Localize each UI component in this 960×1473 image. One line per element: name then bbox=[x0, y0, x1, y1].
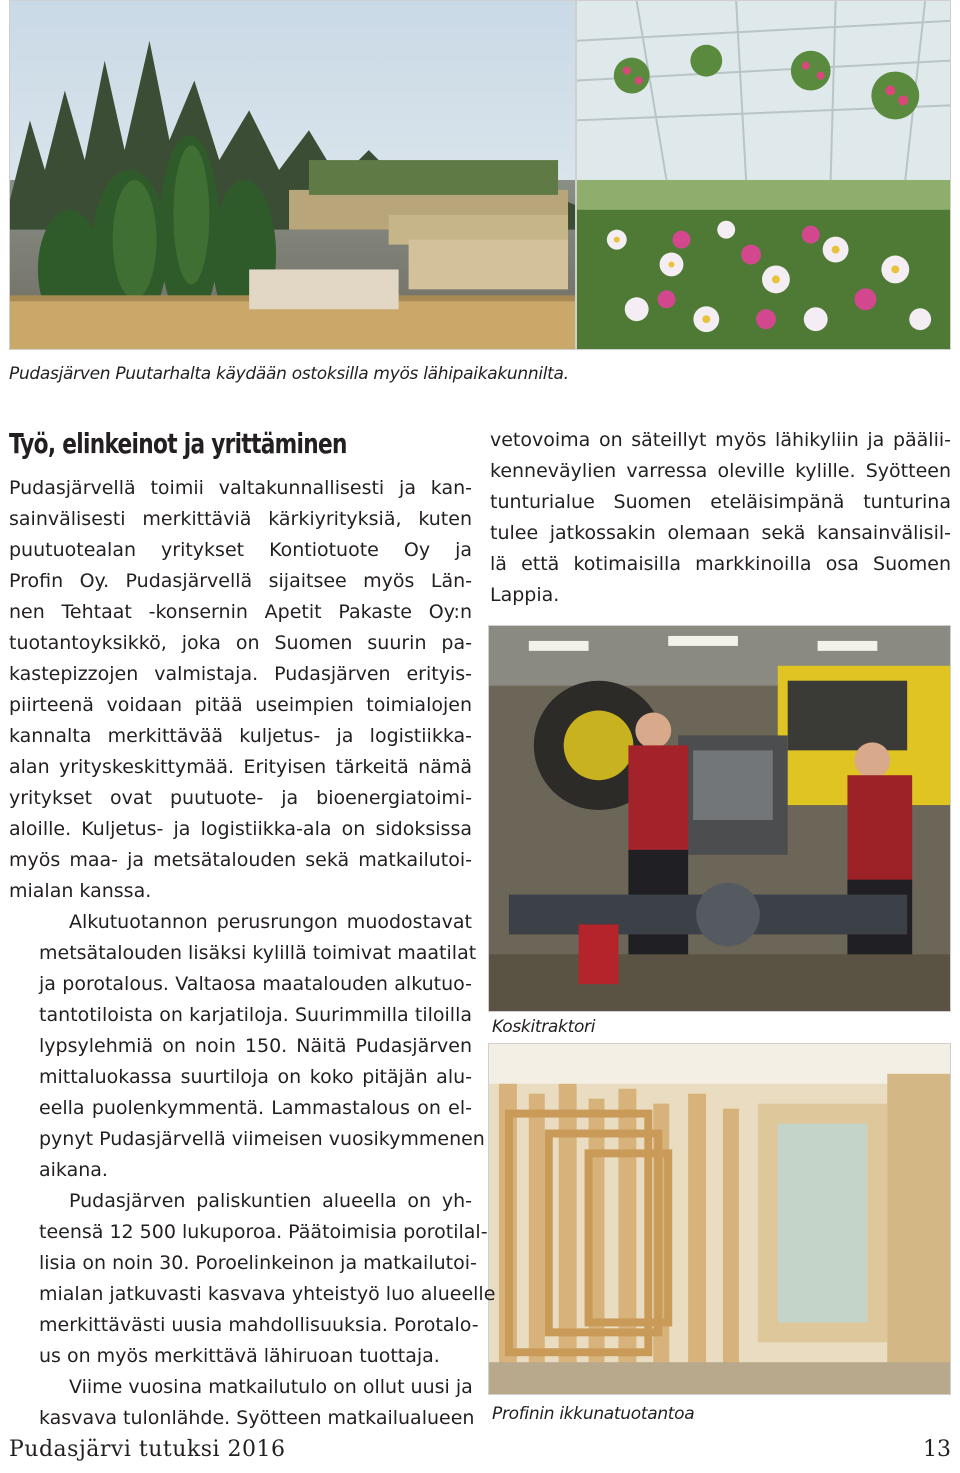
photo-caption: Koskitraktori bbox=[492, 1017, 596, 1037]
text-line: lypsylehmiä on noin 150. Näitä Pudasjärven bbox=[39, 1035, 472, 1057]
text-line: Pudasjärvellä toimii valtakunnallisesti ja kan- bbox=[9, 477, 472, 499]
text-line: Profin Oy. Pudasjärvellä sijaitsee myös Län- bbox=[9, 570, 472, 592]
text-line: Pudasjärven paliskuntien alueella on yh- bbox=[69, 1190, 472, 1212]
text-line: tunturialue Suomen eteläisimpänä tunturina bbox=[490, 491, 951, 513]
text-line: ja porotalous. Valtaosa maatalouden alkutuo- bbox=[39, 973, 472, 995]
greenhouse-photo bbox=[576, 0, 951, 350]
text-line: Viime vuosina matkailutulo on ollut uusi ja bbox=[69, 1376, 473, 1398]
text-line: teensä 12 500 lukuporoa. Päätoimisia porotilal- bbox=[39, 1221, 488, 1243]
text-line: nen Tehtaat -konsernin Apetit Pakaste Oy:n bbox=[9, 601, 472, 623]
text-line: Alkutuotannon perusrungon muodostavat bbox=[69, 911, 472, 933]
page-number: 13 bbox=[923, 1437, 951, 1462]
text-line: tantotiloista on karjatiloja. Suurimmilla tiloilla bbox=[39, 1004, 472, 1026]
text-line: mialan jatkuvasti kasvava yhteistyö luo alueelle bbox=[39, 1283, 496, 1305]
text-line: yritykset ovat puutuote- ja bioenergiatoimi- bbox=[9, 787, 472, 809]
text-line: myös maa- ja metsätalouden sekä matkailutoi- bbox=[9, 849, 472, 871]
window-production-photo bbox=[488, 1043, 951, 1395]
text-line: alan yrityskeskittymää. Erityisen tärkeitä nämä bbox=[9, 756, 472, 778]
text-line: kannalta merkittävää kuljetus- ja logistiikka- bbox=[9, 725, 472, 747]
photo-caption: Pudasjärven Puutarhalta käydään ostoksilla myös lähipaikakunnilta. bbox=[9, 364, 569, 384]
text-line: pynyt Pudasjärvellä viimeisen vuosikymmenen bbox=[39, 1128, 485, 1150]
paragraph bbox=[9, 1372, 475, 1434]
text-line: kastepizzojen valmistaja. Pudasjärven erityis- bbox=[9, 663, 472, 685]
photo-caption: Profinin ikkunatuotantoa bbox=[492, 1404, 695, 1424]
workshop-photo bbox=[488, 625, 951, 1012]
text-line: mittaluokassa suurtiloja on koko pitäjän alu- bbox=[39, 1066, 472, 1088]
text-line: piirteenä voidaan pitää useimpien toimialojen bbox=[9, 694, 472, 716]
text-line: Lappia. bbox=[490, 584, 560, 606]
text-line: kenneväylien varressa oleville kylille. Syötteen bbox=[490, 460, 951, 482]
text-line: aloille. Kuljetus- ja logistiikka-ala on sidoksissa bbox=[9, 818, 472, 840]
section-heading: Työ, elinkeinot ja yrittäminen bbox=[9, 427, 347, 460]
nursery-photo bbox=[9, 0, 576, 350]
paragraph bbox=[9, 907, 485, 1186]
text-line: lä että kotimaisilla markkinoilla osa Suomen bbox=[490, 553, 951, 575]
text-line: us on myös merkittävä lähiruoan tuottaja. bbox=[39, 1345, 440, 1367]
text-line: sainvälisesti merkittäviä kärkiyrityksiä, kuten bbox=[9, 508, 472, 530]
text-line: eella puolenkymmentä. Lammastalous on el- bbox=[39, 1097, 472, 1119]
text-line: puutuotealan yritykset Kontiotuote Oy ja bbox=[9, 539, 472, 561]
text-line: tuotantoyksikkö, joka on Suomen suurin pa- bbox=[9, 632, 472, 654]
paragraph bbox=[9, 473, 472, 907]
text-line: kasvava tulonlähde. Syötteen matkailualueen bbox=[39, 1407, 475, 1429]
text-line: merkittävästi uusia mahdollisuuksia. Porotalo- bbox=[39, 1314, 479, 1336]
text-line: mialan kanssa. bbox=[9, 880, 152, 902]
paragraph bbox=[9, 1186, 496, 1372]
body-text-right-column bbox=[490, 425, 951, 611]
body-text-left-column bbox=[9, 473, 496, 1434]
text-line: metsätalouden lisäksi kylillä toimivat maatilat bbox=[39, 942, 477, 964]
publication-title: Pudasjärvi tutuksi 2016 bbox=[9, 1437, 286, 1462]
paragraph bbox=[490, 425, 951, 611]
text-line: aikana. bbox=[39, 1159, 108, 1181]
text-line: lisia on noin 30. Poroelinkeinon ja matkailutoi- bbox=[39, 1252, 477, 1274]
text-line: vetovoima on säteillyt myös lähikyliin ja päälii- bbox=[490, 429, 951, 451]
text-line: tulee jatkossakin olemaan sekä kansainvälisil- bbox=[490, 522, 951, 544]
